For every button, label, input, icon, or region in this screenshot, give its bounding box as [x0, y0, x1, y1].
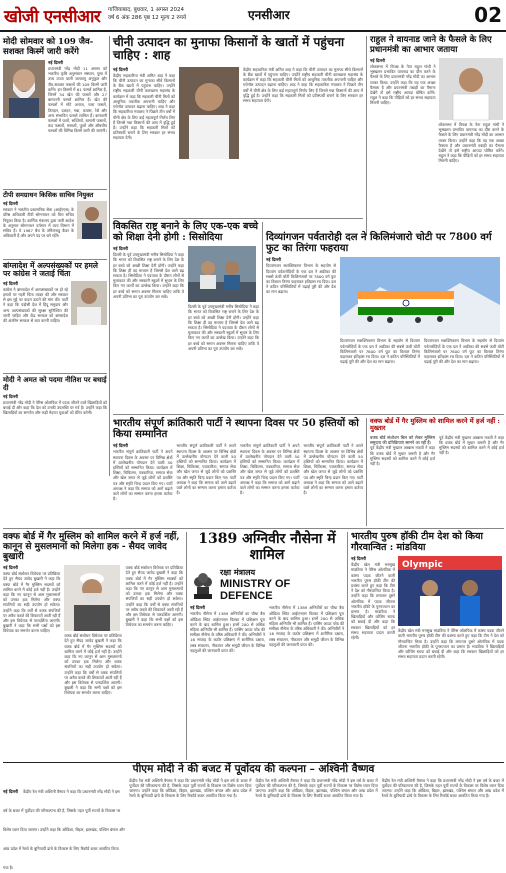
photo-somanathan: [77, 201, 107, 239]
photo-rahul-gandhi: [439, 58, 503, 120]
ashoka-emblem-icon: [190, 568, 216, 602]
photo-javed-bukhari: [64, 565, 120, 631]
photo-hockey-team: [398, 556, 504, 626]
story-somanathan: टीपी समग्राथन किसिक साचिव नियुक्त नई दिल्ली सरकार ने भारतीय प्रशासनिक सेवा (आईएएस) के वरिष्ठ अधिकारी टीवी सोमनाथन को वित्त सचिव नियुक्त किया है। कार्मिक मंत्रालय द्वारा जारी आदेश के अनुसार सोमनाथन वर्तमान में व्यय विभाग में सचिव हैं। वे 1987 बैच के तमिलनाडु कैडर के अधिकारी हैं और अपने पद पर बने रहेंगे।: [3, 192, 107, 258]
photo-amit-shah: [179, 67, 239, 159]
story-rahul: राहुल ने वायनाड जाने के फैसले के लिए प्रधानमंत्री का आभार जताया नई दिल्ली लोकसभा में विपक्ष के नेता राहुल गांधी ने भूस्खलन प्रभावित वायनाड का दौरा करने के फैसले के लिए प्रधानमंत्री नरेंद्र मोदी का आभार व्यक्त किया। उन्होंने कहा कि यह एक अच्छा फैसला है और प्रधानमंत्री तबाही का पैमाना देखेंगे तो इसे राष्ट्रीय आपदा घोषित करेंगे। राहुल ने कहा कि पीड़ितों को हर संभव सहायता मिलनी चाहिए। लोकसभा में विपक्ष के नेता राहुल गांधी ने भूस्खलन प्रभावित वायनाड का दौरा करने के फैसले के लिए प्रधानमंत्री नरेंद्र मोदी का आभार व्यक्त किया। उन्होंने कहा कि यह एक अच्छा फैसला है और प्रधानमंत्री तबाही का पैमाना देखेंगे तो इसे राष्ट्रीय आपदा घोषित करेंगे। राहुल ने कहा कि पीड़ितों को हर संभव सहायता मिलनी चाहिए।: [370, 35, 504, 164]
photo-sisodia-event: [188, 246, 256, 302]
story-hockey-mandaviya: भारतीय पुरुष हॉकी टीम देश को किया गौरवान्वित : मांडविया नई दिल्ली केंद्रीय खेल मंत्री मनसुख मांडविया ने पेरिस ओलंपिक में कांस्य पदक जीतने वाली भारतीय पुरुष हॉकी टीम की प्रशंसा करते हुए कहा कि टीम ने देश को गौरवान्वित किया है। उन्होंने कहा कि लगातार दूसरे ओलंपिक में पदक जीतना भारतीय हॉकी के पुनरुत्थान का प्रमाण है। मांडविया ने खिलाड़ियों और कोचिंग स्टाफ को बधाई दी और कहा कि सरकार खिलाड़ियों को हर संभव सहायता प्रदान करती रहेगी। Olympic केंद्रीय खेल मंत्री मनसुख मांडविया ने पेरिस ओलंपिक में कांस्य पदक जीतने वाली भारतीय पुरुष हॉकी टीम की प्रशंसा करते हुए कहा कि टीम ने देश को गौरवान्वित किया है। उन्होंने कहा कि लगातार दूसरे ओलंपिक में पदक जीतना भारतीय हॉकी के पुनरुत्थान का प्रमाण है। मांडविया ने खिलाड़ियों और कोचिंग स्टाफ को बधाई दी और कहा कि सरकार खिलाड़ियों को हर संभव सहायता प्रदान करती रहेगी।: [351, 531, 504, 660]
story-agniveer: 1389 अग्निवीर नौसेना में शामिल रक्षा मंत्रालय MINISTRY OF DEFENCE नई दिल्ली भारतीय नौसेना में 1389 अग्निवीरों का चौथा बैच ओडिशा स्थित आईएनएस चिल्का में प्रशिक्षण पूरा करने के बाद शामिल हुआ। इनमें 200 से अधिक महिला अग्निवीर भी शामिल हैं। पासिंग आउट परेड की समीक्षा नौसेना के वरिष्ठ अधिकारी ने की। अग्निवीरों ने 16 सप्ताह के कठोर प्रशिक्षण में शारीरिक दक्षता, शस्त्र संचालन, नौकायन और समुद्री जीवन के विभिन्न पहलुओं की जानकारी प्राप्त की। भारतीय नौसेना में 1389 अग्निवीरों का चौथा बैच ओडिशा स्थित आईएनएस चिल्का में प्रशिक्षण पूरा करने के बाद शामिल हुआ। इनमें 200 से अधिक महिला अग्निवीर भी शामिल हैं। पासिंग आउट परेड की समीक्षा नौसेना के वरिष्ठ अधिकारी ने की। अग्निवीरों ने 16 सप्ताह के कठोर प्रशिक्षण में शारीरिक दक्षता, शस्त्र संचालन, नौकायन और समुद्री जीवन के विभिन्न पहलुओं की जानकारी प्राप्त की।: [190, 531, 344, 653]
story-party-honours: भारतीय संपूर्ण क्रांतिकारी पार्टी ने स्थापना दिवस पर 50 हस्तियों को किया सम्मानित नई दिल्ली भारतीय संपूर्ण क्रांतिकारी पार्टी ने अपने स्थापना दिवस के अवसर पर विभिन्न क्षेत्रों में उल्लेखनीय योगदान देने वाली 50 हस्तियों को सम्मानित किया। कार्यक्रम में शिक्षा, चिकित्सा, पत्रकारिता, समाज सेवा और खेल जगत से जुड़े लोगों को प्रशस्ति पत्र और स्मृति चिन्ह प्रदान किए गए। पार्टी अध्यक्ष ने कहा कि समाज को आगे बढ़ाने वाले लोगों का सम्मान करना हमारा कर्तव्य है। भारतीय संपूर्ण क्रांतिकारी पार्टी ने अपने स्थापना दिवस के अवसर पर विभिन्न क्षेत्रों में उल्लेखनीय योगदान देने वाली 50 हस्तियों को सम्मानित किया। कार्यक्रम में शिक्षा, चिकित्सा, पत्रकारिता, समाज सेवा और खेल जगत से जुड़े लोगों को प्रशस्ति पत्र और स्मृति चिन्ह प्रदान किए गए। पार्टी अध्यक्ष ने कहा कि समाज को आगे बढ़ाने वाले लोगों का सम्मान करना हमारा कर्तव्य है। भारतीय संपूर्ण क्रांतिकारी पार्टी ने अपने स्थापना दिवस के अवसर पर विभिन्न क्षेत्रों में उल्लेखनीय योगदान देने वाली 50 हस्तियों को सम्मानित किया। कार्यक्रम में शिक्षा, चिकित्सा, पत्रकारिता, समाज सेवा और खेल जगत से जुड़े लोगों को प्रशस्ति पत्र और स्मृति चिन्ह प्रदान किए गए। पार्टी अध्यक्ष ने कहा कि समाज को आगे बढ़ाने वाले लोगों का सम्मान करना हमारा कर्तव्य है। भारतीय संपूर्ण क्रांतिकारी पार्टी ने अपने स्थापना दिवस के अवसर पर विभिन्न क्षेत्रों में उल्लेखनीय योगदान देने वाली 50 हस्तियों को सम्मानित किया। कार्यक्रम में शिक्षा, चिकित्सा, पत्रकारिता, समाज सेवा और खेल जगत से जुड़े लोगों को प्रशस्ति पत्र और स्मृति चिन्ह प्रदान किए गए। पार्टी अध्यक्ष ने कहा कि समाज को आगे बढ़ाने वाले लोगों का सम्मान करना हमारा कर्तव्य है।: [113, 418, 363, 502]
story-sugar-shah: चीनी उत्पादन का मुनाफा किसानों के खातों में पहुंचना चाहिए : शाह नई दिल्ली केंद्रीय सहकारिता मंत्री अमित शाह ने कहा कि चीनी उत्पादन का मुनाफा सीधे किसानों के बैंक खातों में पहुंचना चाहिए। उन्होंने राष्ट्रीय सहकारी चीनी कारखाना महासंघ के कार्यक्रम में कहा कि सहकारी चीनी मिलों को आधुनिक तकनीक अपनानी चाहिए और एथेनॉल उत्पादन बढ़ाना चाहिए। शाह ने कहा कि सहकारिता मंत्रालय ने पिछले तीन वर्षों में चीनी क्षेत्र के लिए कई महत्वपूर्ण निर्णय लिए हैं जिनसे गन्ना किसानों की आय में वृद्धि हुई है। उन्होंने कहा कि सहकारी मिलों को प्रतिस्पर्धी बनाने के लिए सरकार हर संभव सहायता देगी। केंद्रीय सहकारिता मंत्री अमित शाह ने कहा कि चीनी उत्पादन का मुनाफा सीधे किसानों के बैंक खातों में पहुंचना चाहिए। उन्होंने राष्ट्रीय सहकारी चीनी कारखाना महासंघ के कार्यक्रम में कहा कि सहकारी चीनी मिलों को आधुनिक तकनीक अपनानी चाहिए और एथेनॉल उत्पादन बढ़ाना चाहिए। शाह ने कहा कि सहकारिता मंत्रालय ने पिछले तीन वर्षों में चीनी क्षेत्र के लिए कई महत्वपूर्ण निर्णय लिए हैं जिनसे गन्ना किसानों की आय में वृद्धि हुई है। उन्होंने कहा कि सहकारी मिलों को प्रतिस्पर्धी बनाने के लिए सरकार हर संभव सहायता देगी।: [113, 36, 363, 216]
story-bangladesh: बांग्लादेश में अल्पसंख्यकों पर हमले पर कांग्रेस ने जताई चिंता नई दिल्ली कांग्रेस ने बांग्लादेश में अल्पसंख्यकों पर हो रहे हमलों पर गहरी चिंता व्यक्त की और सरकार से इस मुद्दे पर कदम उठाने की मांग की। पार्टी ने कहा कि पड़ोसी देश में हिंदू समुदाय और अन्य अल्पसंख्यकों की सुरक्षा सुनिश्चित की जानी चाहिए और केंद्र सरकार को बांग्लादेश की अंतरिम सरकार से बात करनी चाहिए।: [3, 262, 107, 372]
story-modi-congrats: मोदी ने अमत को पदमा नीतिश पर बधाई दी नई दिल्ली प्रधानमंत्री नरेंद्र मोदी ने पेरिस ओलंपिक में पदक जीतने वाले खिलाड़ियों को बधाई दी और कहा कि देश को उनकी उपलब्धि पर गर्व है। उन्होंने कहा कि खिलाड़ियों का समर्पण और कड़ी मेहनत युवाओं को प्रेरित करेगी।: [3, 375, 107, 416]
olympic-banner: Olympic: [402, 560, 443, 571]
masthead: [0, 0, 506, 32]
photo-kilimanjaro-flag: [340, 257, 504, 335]
dateline: गाजियाबाद, बुधवार, 1 अगस्त 2024 वर्ष 6 अंक 286 पृष्ठ 12 मूल्य 2 रुपये: [108, 7, 187, 21]
ministry-of-defence-emblem: रक्षा मंत्रालय MINISTRY OF DEFENCE: [190, 567, 344, 602]
section-title: एनसीआर: [248, 8, 290, 22]
newspaper-logo: खोजी एनसीआर: [4, 7, 101, 27]
photo-congress-leader: [71, 281, 107, 325]
story-waqf-bukhari: वक्फ बोर्ड में गैर मुस्लिम को शामिल करने में हर्ज नहीं, कानून से मुसलमानों को मिलेगा हक - सैयद जावेद बुखारी नई दिल्ली वक्फ बोर्ड संशोधन विधेयक पर प्रतिक्रिया देते हुए सैयद जावेद बुखारी ने कहा कि वक्फ बोर्ड में गैर मुस्लिम सदस्यों को शामिल करने में कोई हर्ज नहीं है। उन्होंने कहा कि नए कानून से आम मुसलमानों को उनका हक मिलेगा और वक्फ संपत्तियों का सही उपयोग हो सकेगा। उन्होंने कहा कि वर्षों से वक्फ संपत्तियों पर अवैध कब्जे की शिकायतें आती रही हैं और इस विधेयक से पारदर्शिता आएगी। बुखारी ने कहा कि सभी पक्षों को इस विधेयक का समर्थन करना चाहिए। वक्फ बोर्ड संशोधन विधेयक पर प्रतिक्रिया देते हुए सैयद जावेद बुखारी ने कहा कि वक्फ बोर्ड में गैर मुस्लिम सदस्यों को शामिल करने में कोई हर्ज नहीं है। उन्होंने कहा कि नए कानून से आम मुसलमानों को उनका हक मिलेगा और वक्फ संपत्तियों का सही उपयोग हो सकेगा। उन्होंने कहा कि वर्षों से वक्फ संपत्तियों पर अवैध कब्जे की शिकायतें आती रही हैं और इस विधेयक से पारदर्शिता आएगी। बुखारी ने कहा कि सभी पक्षों को इस विधेयक का समर्थन करना चाहिए। वक्फ बोर्ड संशोधन विधेयक पर प्रतिक्रिया देते हुए सैयद जावेद बुखारी ने कहा कि वक्फ बोर्ड में गैर मुस्लिम सदस्यों को शामिल करने में कोई हर्ज नहीं है। उन्होंने कहा कि नए कानून से आम मुसलमानों को उनका हक मिलेगा और वक्फ संपत्तियों का सही उपयोग हो सकेगा। उन्होंने कहा कि वर्षों से वक्फ संपत्तियों पर अवैध कब्जे की शिकायतें आती रही हैं और इस विधेयक से पारदर्शिता आएगी। बुखारी ने कहा कि सभी पक्षों को इस विधेयक का समर्थन करना चाहिए।: [3, 532, 183, 696]
story-kilimanjaro: दिव्यांगजन पर्वतारोही दल ने किलिमंजारो चोटी पर 7800 वर्ग फुट का तिरंगा फहराया नई दिल्ली दिव्यांगजन सशक्तिकरण विभाग के सहयोग से दिव्यांग पर्वतारोहियों के एक दल ने अफ्रीका की सबसे ऊंची चोटी किलिमंजारो पर 7800 वर्ग फुट का विशाल तिरंगा फहराकर इतिहास रच दिया। दल ने कठिन परिस्थितियों में चढ़ाई पूरी की और देश का मान बढ़ाया। दिव्यांगजन सशक्तिकरण विभाग के सहयोग से दिव्यांग पर्वतारोहियों के एक दल ने अफ्रीका की सबसे ऊंची चोटी किलिमंजारो पर 7800 वर्ग फुट का विशाल तिरंगा फहराकर इतिहास रच दिया। दल ने कठिन परिस्थितियों में चढ़ाई पूरी की और देश का मान बढ़ाया। दिव्यांगजन सशक्तिकरण विभाग के सहयोग से दिव्यांग पर्वतारोहियों के एक दल ने अफ्रीका की सबसे ऊंची चोटी किलिमंजारो पर 7800 वर्ग फुट का विशाल तिरंगा फहराकर इतिहास रच दिया। दल ने कठिन परिस्थितियों में चढ़ाई पूरी की और देश का मान बढ़ाया।: [266, 232, 504, 365]
story-sisodia: विकसित राष्ट्र बनाने के लिए एक-एक बच्चे को शिक्षा देनी होगी : सिसोदिया नई दिल्ली दिल्ली के पूर्व उपमुख्यमंत्री मनीष सिसोदिया ने कहा कि भारत को विकसित राष्ट्र बनाने के लिए देश के हर बच्चे को अच्छी शिक्षा देनी होगी। उन्होंने कहा कि शिक्षा ही वह माध्यम है जिससे देश आगे बढ़ सकता है। सिसोदिया ने पदयात्रा के दौरान लोगों से मुलाकात की और सरकारी स्कूलों में सुधार के लिए किए गए कार्यों का उल्लेख किया। उन्होंने कहा कि हर बच्चे को समान अवसर मिलना चाहिए ताकि वे अपनी प्रतिभा का पूरा उपयोग कर सकें। दिल्ली के पूर्व उपमुख्यमंत्री मनीष सिसोदिया ने कहा कि भारत को विकसित राष्ट्र बनाने के लिए देश के हर बच्चे को अच्छी शिक्षा देनी होगी। उन्होंने कहा कि शिक्षा ही वह माध्यम है जिससे देश आगे बढ़ सकता है। सिसोदिया ने पदयात्रा के दौरान लोगों से मुलाकात की और सरकारी स्कूलों में सुधार के लिए किए गए कार्यों का उल्लेख किया। उन्होंने कहा कि हर बच्चे को समान अवसर मिलना चाहिए ताकि वे अपनी प्रतिभा का पूरा उपयोग कर सकें।: [113, 221, 259, 351]
page-number: 02: [474, 3, 502, 27]
photo-modi: [3, 60, 45, 118]
story-waqf-side: वक्फ बोर्ड में गैर मुस्लिम को शामिल करने में हर्ज नहीं : मुख्तार वक्फ बोर्ड संशोधन बिल को लेकर मुस्लिम समुदाय की प्रतिक्रियाएं सामने आ रही हैं। पूर्व केंद्रीय मंत्री मुख्तार अब्बास नकवी ने कहा कि वक्फ बोर्ड में सुधार जरूरी है और गैर मुस्लिम सदस्यों को शामिल करने में कोई हर्ज नहीं है। पूर्व केंद्रीय मंत्री मुख्तार अब्बास नकवी ने कहा कि वक्फ बोर्ड में सुधार जरूरी है और गैर मुस्लिम सदस्यों को शामिल करने में कोई हर्ज नहीं है।: [370, 417, 504, 466]
story-modi-varieties: मोदी सोमवार को 109 जैव-सशक्त किस्में जारी करेंगे नई दिल्ली प्रधानमंत्री नरेंद्र मोदी 11 अगस्त को भारतीय कृषि अनुसंधान संस्थान, पूसा में उच्च उपज वाली जलवायु अनुकूल और जैव-सशक्त फसलों की 109 किस्में जारी करेंगे। इन किस्मों में 61 फसलें शामिल हैं, जिनमें 34 खेत की फसलें और 27 बागवानी फसलें शामिल हैं। खेत की फसलों में मोटे अनाज, चारा फसलें, तिलहन, दलहन, गन्ना, कपास, रेशे और अन्य संभावित फसलें शामिल हैं। बागवानी फसलों में फलों, सब्जियों, बागानी फसलों, कंद फसलों, मसालों, फूलों और औषधीय फसलों की विभिन्न किस्में जारी की जाएंगी।: [3, 37, 107, 134]
story-vaishnaw: पीएम मोदी ने की बजट में पूर्वोदय की कल्पना – अश्विनी वैष्णव नई दिल्ली केंद्रीय रेल मंत्री अश्विनी वैष्णव ने कहा कि प्रधानमंत्री नरेंद्र मोदी ने इस वर्ष के बजट में पूर्वोदय की परिकल्पना की है, जिसके तहत पूर्वी राज्यों के विकास पर विशेष ध्यान दिया जाएगा। उन्होंने कहा कि ओडिशा, बिहार, झारखंड, पश्चिम बंगाल और आंध्र प्रदेश में रेलवे के बुनियादी ढांचे के विकास के लिए रिकॉर्ड बजट आवंटित किया गया है। केंद्रीय रेल मंत्री अश्विनी वैष्णव ने कहा कि प्रधानमंत्री नरेंद्र मोदी ने इस वर्ष के बजट में पूर्वोदय की परिकल्पना की है, जिसके तहत पूर्वी राज्यों के विकास पर विशेष ध्यान दिया जाएगा। उन्होंने कहा कि ओडिशा, बिहार, झारखंड, पश्चिम बंगाल और आंध्र प्रदेश में रेलवे के बुनियादी ढांचे के विकास के लिए रिकॉर्ड बजट आवंटित किया गया है। केंद्रीय रेल मंत्री अश्विनी वैष्णव ने कहा कि प्रधानमंत्री नरेंद्र मोदी ने इस वर्ष के बजट में पूर्वोदय की परिकल्पना की है, जिसके तहत पूर्वी राज्यों के विकास पर विशेष ध्यान दिया जाएगा। उन्होंने कहा कि ओडिशा, बिहार, झारखंड, पश्चिम बंगाल और आंध्र प्रदेश में रेलवे के बुनियादी ढांचे के विकास के लिए रिकॉर्ड बजट आवंटित किया गया है। केंद्रीय रेल मंत्री अश्विनी वैष्णव ने कहा कि प्रधानमंत्री नरेंद्र मोदी ने इस वर्ष के बजट में पूर्वोदय की परिकल्पना की है, जिसके तहत पूर्वी राज्यों के विकास पर विशेष ध्यान दिया जाएगा। उन्होंने कहा कि ओडिशा, बिहार, झारखंड, पश्चिम बंगाल और आंध्र प्रदेश में रेलवे के बुनियादी ढांचे के विकास के लिए रिकॉर्ड बजट आवंटित किया गया है।: [3, 763, 504, 870]
